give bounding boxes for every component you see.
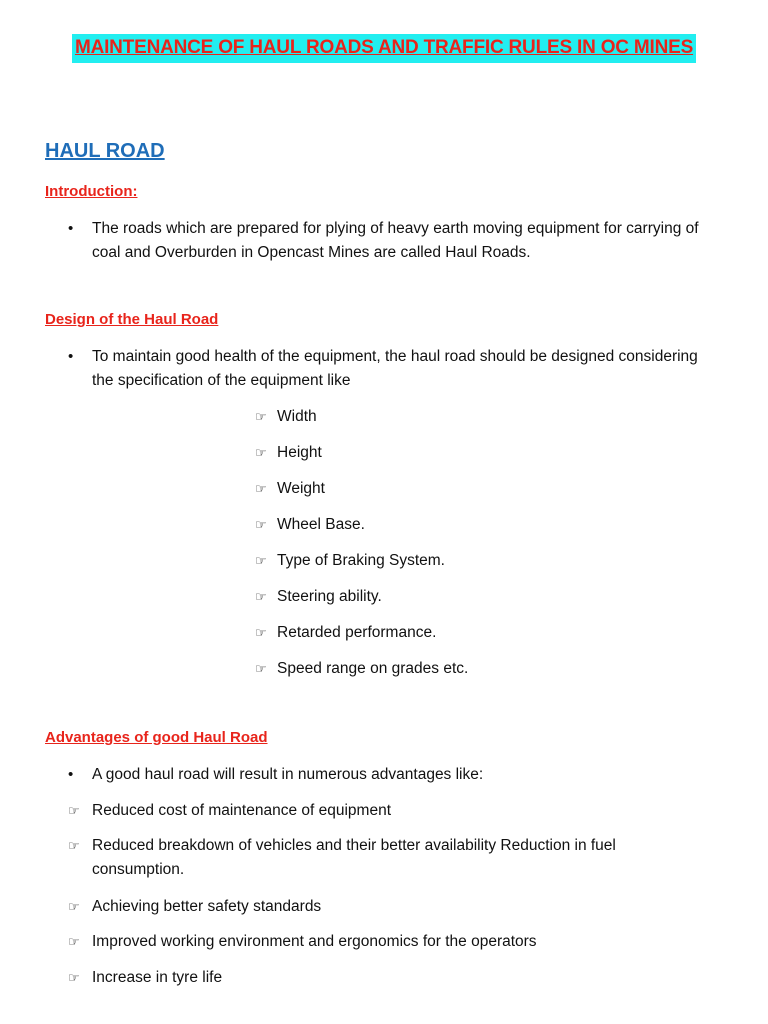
section-heading-haul-road: HAUL ROAD [45,140,165,162]
spec-item [255,621,436,645]
pointing-hand-icon: ☞ [68,970,80,985]
pointing-hand-icon: ☞ [68,838,80,853]
spec-item [255,513,365,537]
pointing-hand-icon: ☞ [255,553,267,568]
advantage-item-label: Reduced breakdown of vehicles and their better availability Reduction in fuel consumption. [92,837,616,878]
spec-item-label: Height [277,444,322,461]
title-wrapper [0,34,768,63]
pointing-hand-icon: ☞ [68,934,80,949]
spec-item-label: Retarded performance. [277,624,437,641]
spec-item-label: Steering ability. [277,588,382,605]
pointing-hand-icon: ☞ [255,517,267,532]
bullet-icon: • [68,348,74,365]
pointing-hand-icon: ☞ [68,899,80,914]
advantage-item-label: Improved working environment and ergonomics for the operators [92,933,537,950]
advantage-item [68,895,708,919]
advantage-item [68,930,708,954]
pointing-hand-icon: ☞ [255,409,267,424]
bullet-icon: • [68,220,74,237]
pointing-hand-icon: ☞ [255,625,267,640]
spec-item-label: Speed range on grades etc. [277,660,469,677]
spec-item [255,549,445,573]
advantage-item-label: Achieving better safety standards [92,898,322,915]
pointing-hand-icon: ☞ [255,481,267,496]
document-title: MAINTENANCE OF HAUL ROADS AND TRAFFIC RULES IN OC MINES [72,34,696,63]
advantages-text: A good haul road will result in numerous advantages like: [92,766,484,783]
spec-item-label: Width [277,408,317,425]
spec-item-label: Type of Braking System. [277,552,445,569]
advantage-item [68,799,708,823]
advantage-item-label: Reduced cost of maintenance of equipment [92,802,391,819]
bullet-icon: • [68,766,74,783]
introduction-text: The roads which are prepared for plying of heavy earth moving equipment for carrying of coal and Overburden in Opencast Mines are called Haul Roads. [92,220,699,261]
spec-item [255,441,322,465]
advantage-item [68,834,708,878]
advantages-heading: Advantages of good Haul Road [45,729,268,746]
spec-item [255,477,325,501]
advantage-item [68,966,708,990]
pointing-hand-icon: ☞ [255,661,267,676]
introduction-heading: Introduction: [45,183,138,200]
spec-item [255,405,317,429]
pointing-hand-icon: ☞ [68,803,80,818]
pointing-hand-icon: ☞ [255,445,267,460]
spec-item-label: Weight [277,480,325,497]
design-text: To maintain good health of the equipment, the haul road should be designed considering the specification of the equipment like [92,348,698,389]
design-heading: Design of the Haul Road [45,311,219,328]
spec-item [255,657,468,681]
pointing-hand-icon: ☞ [255,589,267,604]
advantage-item-label: Increase in tyre life [92,969,223,986]
spec-item [255,585,382,609]
spec-item-label: Wheel Base. [277,516,365,533]
